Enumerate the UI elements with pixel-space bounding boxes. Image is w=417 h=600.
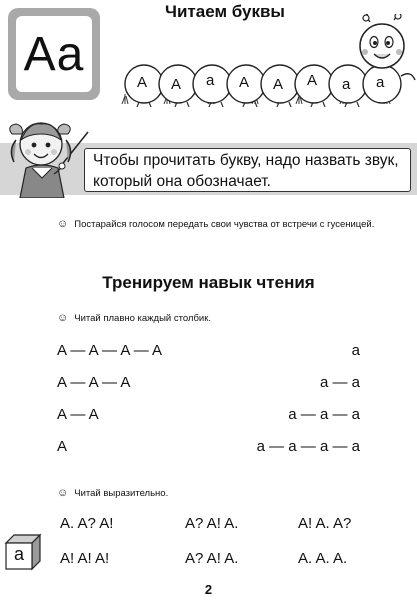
smiley-icon: ☺ (57, 218, 69, 230)
reading-line-left: A — A — A (57, 374, 131, 391)
caterpillar-illustration (112, 14, 417, 114)
expressive-phrase: A. A. A. (298, 550, 348, 567)
caterpillar-letter: A (273, 76, 284, 93)
reading-line-right: a (351, 342, 360, 359)
girl-teacher-illustration (2, 112, 90, 198)
cube-letter: a (13, 544, 24, 564)
instruction-note (57, 218, 374, 230)
expressive-phrase: A! A. A? (298, 515, 352, 532)
expressive-phrase: A! A! A! (60, 550, 110, 567)
expressive-phrase: A? A! A. (185, 515, 239, 532)
instruction-note (57, 487, 168, 499)
reading-line-right: a — a — a (288, 406, 360, 423)
reading-line-left: A — A — A — A (57, 342, 163, 359)
caterpillar-letter: A (307, 72, 318, 89)
caterpillar-letter: a (376, 74, 385, 91)
page-number: 2 (204, 582, 213, 597)
rule-box: Чтобы прочитать букву, надо назвать звук, который она обозначает. (84, 148, 411, 192)
caterpillar-letter: A (137, 74, 148, 91)
smiley-icon: ☺ (57, 487, 69, 499)
caterpillar-letter: a (342, 76, 351, 93)
caterpillar-letter: A (171, 76, 182, 93)
letter-card (8, 8, 100, 100)
expressive-phrase: A? A! A. (185, 550, 239, 567)
caterpillar-letter: A (239, 74, 250, 91)
letter-card-text: Aa (16, 16, 92, 92)
instruction-text: Читай выразительно. (74, 487, 169, 499)
expressive-phrase: A. A? A! (60, 515, 114, 532)
reading-line-left: A (57, 438, 68, 455)
reading-line-right: a — a (319, 374, 360, 391)
caterpillar-letter: a (206, 72, 215, 89)
caterpillar-letters (124, 74, 396, 94)
instruction-note (57, 312, 211, 324)
section-title: Тренируем навык чтения (102, 273, 315, 292)
reading-line-right: a — a — a — a (256, 438, 360, 455)
instruction-text: Постарайся голосом передать свои чувства от встречи с гусеницей. (74, 218, 375, 230)
smiley-icon: ☺ (57, 312, 69, 324)
instruction-text: Читай плавно каждый столбик. (74, 312, 212, 324)
reading-line-left: A — A (57, 406, 99, 423)
page-title: Читаем буквы (165, 2, 285, 21)
